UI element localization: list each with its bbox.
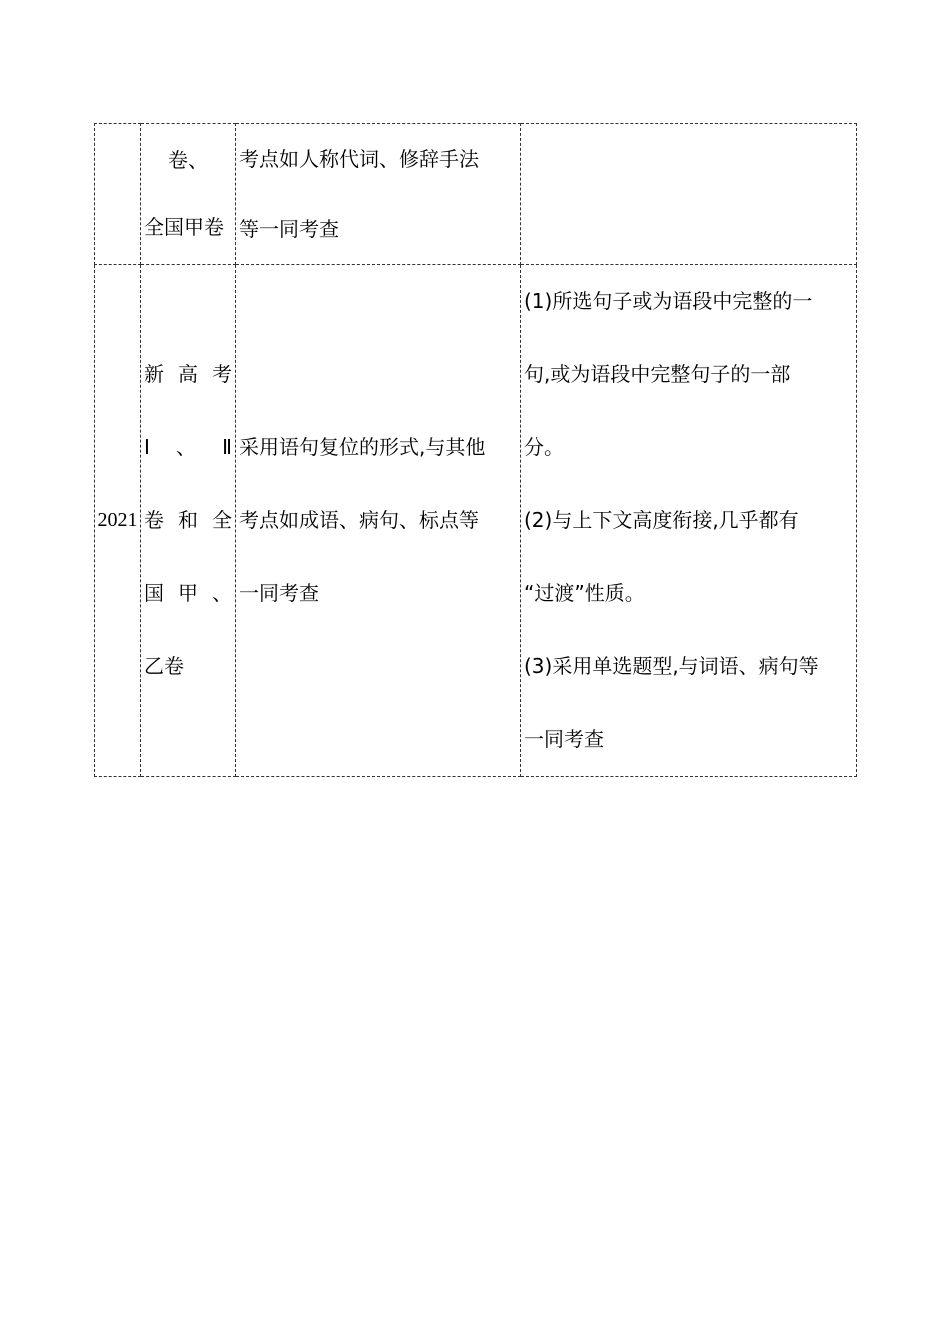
region-cell <box>141 124 236 265</box>
region-line: 乙卷 <box>144 654 184 678</box>
region-line: 卷 和 全 <box>144 508 232 532</box>
region-line: 国 甲 、 <box>144 581 232 605</box>
description-line: 考点如成语、病句、标点等 <box>239 508 479 532</box>
feature-line: 分。 <box>524 435 564 459</box>
region-line: Ⅰ 、 Ⅱ <box>144 435 232 459</box>
exam-analysis-table <box>94 123 857 777</box>
table-row <box>95 124 857 265</box>
feature-line: (3)采用单选题型,与词语、病句等 <box>524 654 819 678</box>
feature-line: (2)与上下文高度衔接,几乎都有 <box>524 508 799 532</box>
region-line: 全国甲卷 <box>144 215 224 239</box>
feature-line: 句,或为语段中完整句子的一部 <box>524 362 791 386</box>
region-line: 新 高 考 <box>144 362 232 386</box>
year-cell <box>95 124 141 265</box>
features-cell <box>521 124 857 265</box>
table-row <box>95 265 857 777</box>
year-text: 2021 <box>97 509 138 531</box>
year-cell <box>95 265 141 777</box>
description-cell <box>236 124 521 265</box>
description-line: 等一同考查 <box>239 217 339 241</box>
description-line: 一同考查 <box>239 581 319 605</box>
feature-line: (1)所选句子或为语段中完整的一 <box>524 289 813 313</box>
region-cell <box>141 265 236 777</box>
features-cell <box>521 265 857 777</box>
description-line: 考点如人称代词、修辞手法 <box>239 147 479 171</box>
description-line: 采用语句复位的形式,与其他 <box>239 435 486 459</box>
region-line: 卷、 <box>168 148 208 172</box>
description-cell <box>236 265 521 777</box>
feature-line: 一同考查 <box>524 727 604 751</box>
feature-line: “过渡”性质。 <box>524 581 645 605</box>
